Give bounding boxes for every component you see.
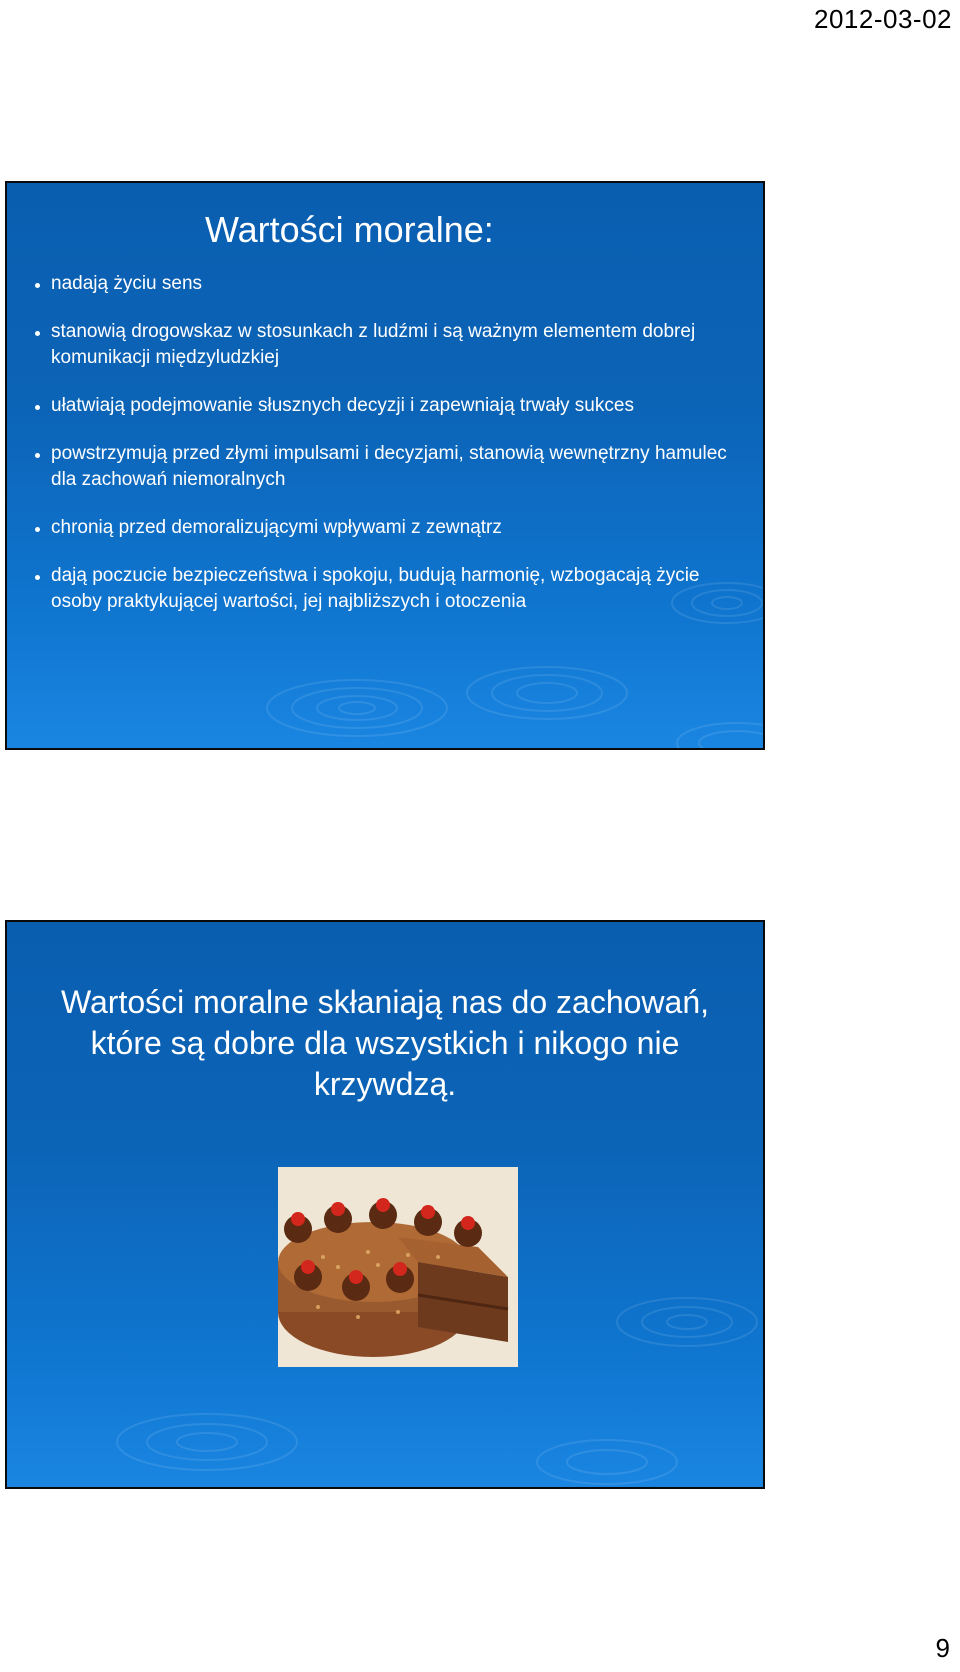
bullet-item bbox=[29, 563, 749, 615]
bullet-text: stanowią drogowskaz w stosunkach z ludźmi i są ważnym elementem dobrej komunikacji międzyludzkiej bbox=[51, 321, 696, 368]
bullet-icon bbox=[35, 283, 40, 288]
slide-statement bbox=[5, 920, 765, 1489]
moral-values-statement: Wartości moralne skłaniają nas do zachowań, które są dobre dla wszystkich i nikogo nie krzywdzą. bbox=[60, 984, 709, 1102]
bullet-text: chronią przed demoralizującymi wpływami z zewnątrz bbox=[51, 517, 502, 538]
bullet-item bbox=[29, 271, 749, 297]
bullet-icon bbox=[35, 405, 40, 410]
bullet-icon bbox=[35, 331, 40, 336]
page-date: 2012-03-02 bbox=[814, 4, 952, 34]
slide-values-list bbox=[5, 181, 765, 750]
bullet-text: ułatwiają podejmowanie słusznych decyzji i zapewniają trwały sukces bbox=[51, 395, 634, 416]
bullet-text: nadają życiu sens bbox=[51, 273, 203, 294]
cake-photo bbox=[278, 1167, 518, 1367]
bullet-item bbox=[29, 393, 749, 419]
page-number: 9 bbox=[935, 1633, 950, 1663]
slide-title: Wartości moralne: bbox=[205, 209, 494, 250]
bullet-item bbox=[29, 515, 749, 541]
bullet-item bbox=[29, 319, 749, 371]
bullet-icon bbox=[35, 575, 40, 580]
bullet-text: dają poczucie bezpieczeństwa i spokoju, budują harmonię, wzbogacają życie osoby praktykującej wartości, jej najbliższych i otoczenia bbox=[51, 565, 700, 612]
bullet-item bbox=[29, 441, 749, 493]
bullet-icon bbox=[35, 453, 40, 458]
cake-image bbox=[278, 1167, 518, 1367]
bullet-icon bbox=[35, 527, 40, 532]
bullet-text: powstrzymują przed złymi impulsami i decyzjami, stanowią wewnętrzny hamulec dla zachowań niemoralnych bbox=[51, 443, 727, 490]
values-bullet-list bbox=[29, 271, 749, 637]
